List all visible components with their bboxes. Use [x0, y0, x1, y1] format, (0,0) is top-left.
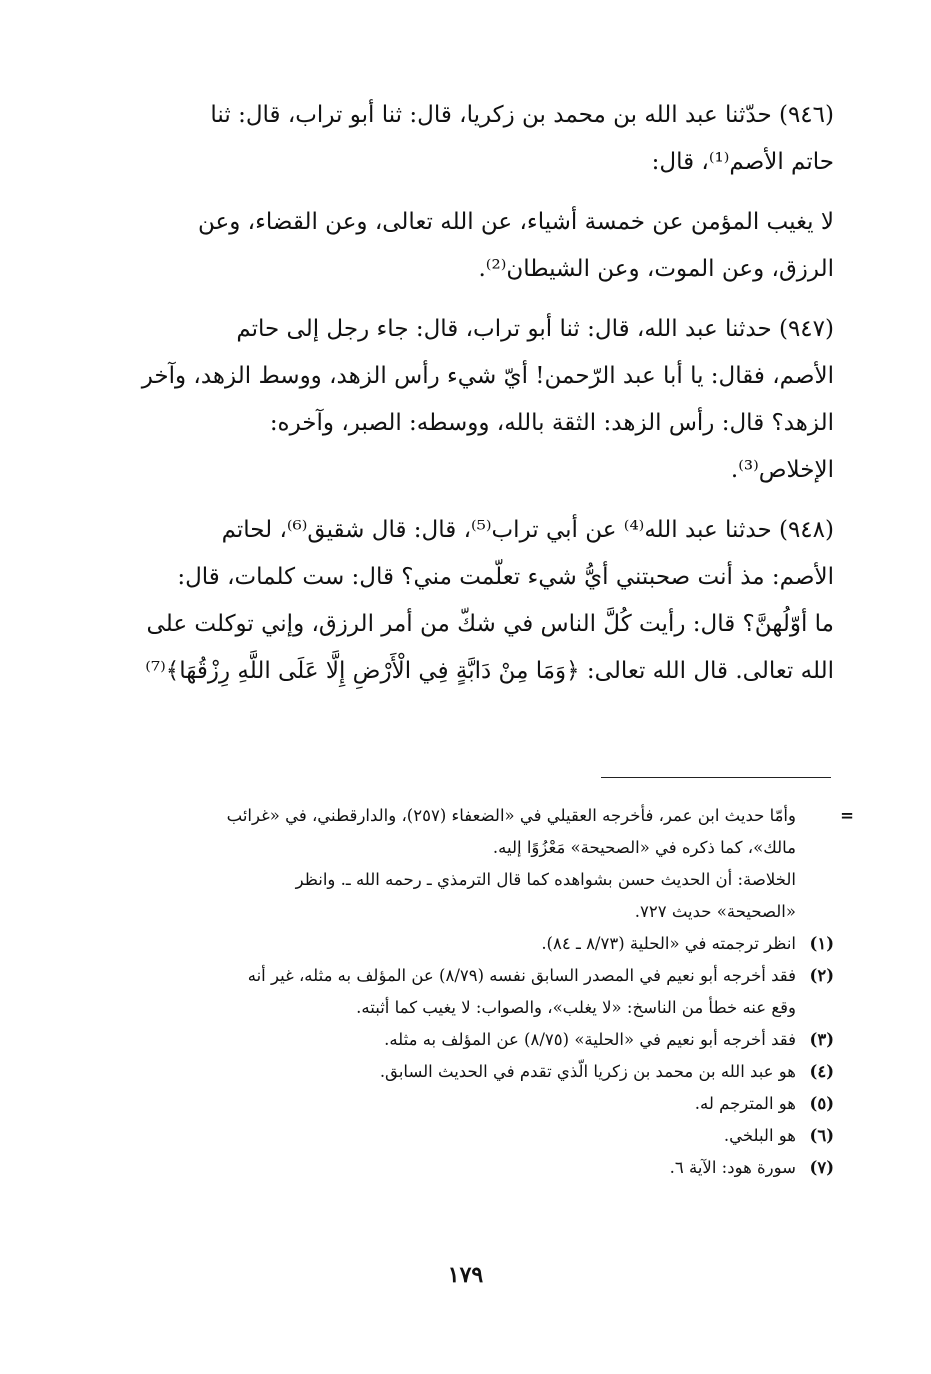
line: لا يغيب المؤمن عن خمسة أشياء، عن الله تعالى، وعن القضاء، وعن: [198, 209, 834, 235]
footnote-number: (٧): [809, 1158, 834, 1177]
line: هو عبد الله بن محمد بن زكريا الّذي تقدم في الحديث السابق.: [379, 1062, 796, 1081]
line: الإخلاص⁽³⁾.: [730, 457, 834, 483]
footnote-separator: [601, 777, 831, 778]
quote-946: [134, 199, 834, 293]
line: وأمّا حديث ابن عمر، فأخرجه العقيلي في «الضعفاء (٢٥٧)، والدارقطني، في «غرائب: [226, 806, 796, 825]
hadith-946: [134, 92, 834, 186]
line: وقع عنه خطأ من الناسخ: «لا يغلب»، والصواب: لا يغيب كما أثبته.: [356, 998, 796, 1017]
footnote-text: [134, 1056, 796, 1088]
footnote-number: (٢): [809, 966, 834, 985]
line: (٩٤٧) حدثنا عبد الله، قال: ثنا أبو تراب، قال: جاء رجل إلى حاتم: [236, 316, 834, 342]
footnote-continuation: [134, 800, 854, 864]
line: هو البلخي.: [723, 1126, 796, 1145]
footnote-conclusion: [134, 864, 834, 928]
line: فقد أخرجه أبو نعيم في «الحلية» (٨/٧٥) عن المؤلف به مثله.: [384, 1030, 796, 1049]
footnote-text: [134, 1120, 796, 1152]
line: «الصحيحة» حديث ٧٢٧.: [634, 902, 796, 921]
main-text: [134, 92, 834, 708]
footnotes: [134, 800, 854, 1184]
footnote-3: [134, 1024, 834, 1056]
line: مالك»، كما ذكره في «الصحيحة» مَعْزُوًا إليه.: [492, 838, 796, 857]
page-number: ١٧٩: [447, 1262, 484, 1288]
footnote-number: (٥): [809, 1094, 834, 1113]
footnote-1: [134, 928, 834, 960]
footnote-number: (٣): [809, 1030, 834, 1049]
line: الأصم، فقال: يا أبا عبد الرّحمن! أيّ شيء رأس الزهد، ووسط الزهد، وآخر: [141, 363, 834, 389]
footnote-text: [134, 928, 796, 960]
footnote-4: [134, 1056, 834, 1088]
footnote-number: (٦): [809, 1126, 834, 1145]
line: الخلاصة: أن الحديث حسن بشواهده كما قال الترمذي ـ رحمه الله ـ. وانظر: [295, 870, 796, 889]
line: الله تعالى. قال الله تعالى: ﴿وَمَا مِنْ دَابَّةٍ فِي الْأَرْضِ إِلَّا عَلَى اللَّهِ رِزْقُهَا﴾⁽⁷⁾: [145, 658, 834, 684]
hadith-947: [134, 306, 834, 494]
footnote-text: [134, 960, 796, 1024]
footnote-6: [134, 1120, 834, 1152]
footnote-7: [134, 1152, 834, 1184]
line: ما أوّلُهنَّ؟ قال: رأيت كُلَّ الناس في شكّ من أمر الرزق، وإني توكلت على: [146, 611, 834, 637]
line: الزهد؟ قال: رأس الزهد: الثقة بالله، ووسطه: الصبر، وآخره:: [269, 410, 834, 436]
line: انظر ترجمته في «الحلية (٨/٧٣ ـ ٨٤).: [541, 934, 796, 953]
footnote-text: [134, 1152, 796, 1184]
footnote-text: [134, 1088, 796, 1120]
continuation-mark: =: [840, 806, 854, 825]
line: الأصم: مذ أنت صحبتني أيُّ شيء تعلّمت مني؟ قال: ست كلمات، قال:: [177, 564, 834, 590]
continuation-text: [134, 800, 796, 864]
line: سورة هود: الآية ٦.: [669, 1158, 796, 1177]
footnote-2: [134, 960, 834, 1024]
line: (٩٤٦) حدّثنا عبد الله بن محمد بن زكريا، قال: ثنا أبو تراب، قال: ثنا: [210, 102, 834, 128]
footnote-number: (١): [809, 934, 834, 953]
line: الرزق، وعن الموت، وعن الشيطان⁽²⁾.: [478, 256, 834, 282]
footnote-number: (٤): [809, 1062, 834, 1081]
line: هو المترجم له.: [694, 1094, 796, 1113]
footnote-5: [134, 1088, 834, 1120]
line: حاتم الأصم⁽¹⁾، قال:: [651, 149, 834, 175]
hadith-948: [134, 507, 834, 695]
line: (٩٤٨) حدثنا عبد الله⁽⁴⁾ عن أبي تراب⁽⁵⁾، قال: قال شقيق⁽⁶⁾، لحاتم: [221, 517, 834, 543]
conclusion-text: [134, 864, 796, 928]
footnote-text: [134, 1024, 796, 1056]
line: فقد أخرجه أبو نعيم في المصدر السابق نفسه (٨/٧٩) عن المؤلف به مثله، غير أنه: [247, 966, 796, 985]
